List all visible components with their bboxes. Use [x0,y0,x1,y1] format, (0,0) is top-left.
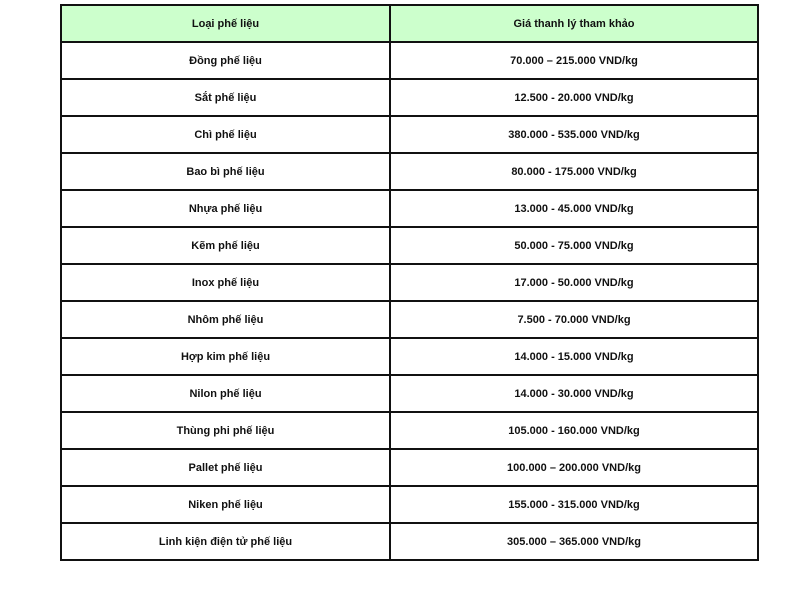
table-row [61,264,758,301]
table-header-row [61,5,758,42]
material-cell: Nilon phế liệu [61,375,390,412]
price-cell: 105.000 - 160.000 VND/kg [390,412,758,449]
table-row [61,338,758,375]
header-reference-price: Giá thanh lý tham khảo [390,5,758,42]
price-cell: 14.000 - 30.000 VND/kg [390,375,758,412]
table-row [61,449,758,486]
price-cell: 7.500 - 70.000 VND/kg [390,301,758,338]
material-cell: Đồng phế liệu [61,42,390,79]
price-cell: 100.000 – 200.000 VND/kg [390,449,758,486]
price-cell: 155.000 - 315.000 VND/kg [390,486,758,523]
price-cell: 50.000 - 75.000 VND/kg [390,227,758,264]
price-cell: 17.000 - 50.000 VND/kg [390,264,758,301]
price-cell: 380.000 - 535.000 VND/kg [390,116,758,153]
table-row [61,523,758,560]
material-cell: Thùng phi phế liệu [61,412,390,449]
price-cell: 70.000 – 215.000 VND/kg [390,42,758,79]
table-row [61,190,758,227]
table-row [61,79,758,116]
table-row [61,486,758,523]
table-row [61,42,758,79]
material-cell: Bao bì phế liệu [61,153,390,190]
table-row [61,116,758,153]
material-cell: Hợp kim phế liệu [61,338,390,375]
material-cell: Niken phế liệu [61,486,390,523]
material-cell: Chì phế liệu [61,116,390,153]
table-row [61,153,758,190]
material-cell: Nhôm phế liệu [61,301,390,338]
table-row [61,375,758,412]
price-cell: 80.000 - 175.000 VND/kg [390,153,758,190]
table-row [61,301,758,338]
scrap-price-table [60,4,759,561]
header-material-type: Loại phế liệu [61,5,390,42]
price-cell: 14.000 - 15.000 VND/kg [390,338,758,375]
material-cell: Sắt phế liệu [61,79,390,116]
price-cell: 13.000 - 45.000 VND/kg [390,190,758,227]
price-cell: 12.500 - 20.000 VND/kg [390,79,758,116]
table-row [61,412,758,449]
table-row [61,227,758,264]
material-cell: Inox phế liệu [61,264,390,301]
price-cell: 305.000 – 365.000 VND/kg [390,523,758,560]
material-cell: Pallet phế liệu [61,449,390,486]
material-cell: Nhựa phế liệu [61,190,390,227]
material-cell: Kẽm phế liệu [61,227,390,264]
material-cell: Linh kiện điện tử phế liệu [61,523,390,560]
